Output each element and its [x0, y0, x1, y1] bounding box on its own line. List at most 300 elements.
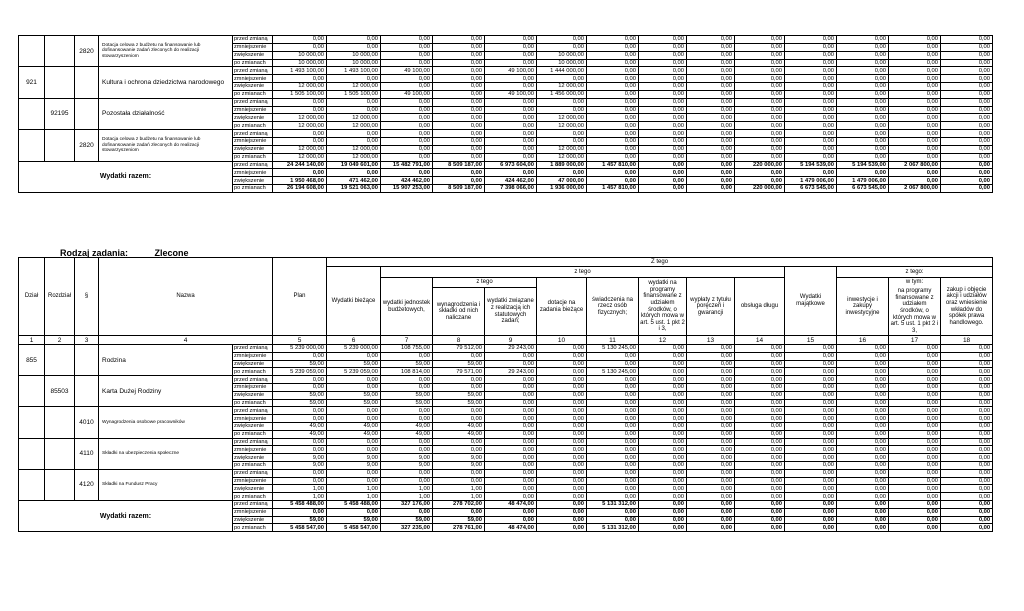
- value-cell: 0,00: [941, 360, 993, 368]
- value-cell: 0,00: [941, 469, 993, 477]
- col-wydatki-jednostek: wydatki jednostek budżetowych,: [381, 278, 433, 336]
- value-cell: 0,00: [889, 430, 941, 438]
- value-cell: 0,00: [889, 399, 941, 407]
- value-cell: 0,00: [587, 90, 639, 98]
- phase-label: przed zmianą: [233, 161, 273, 169]
- value-cell: 0,00: [735, 368, 785, 376]
- phase-label: po zmianach: [233, 524, 273, 532]
- value-cell: 0,00: [639, 461, 687, 469]
- value-cell: 0,00: [889, 43, 941, 51]
- value-cell: 59,00: [327, 391, 381, 399]
- value-cell: 0,00: [889, 383, 941, 391]
- value-cell: 0,00: [735, 485, 785, 493]
- value-cell: 0,00: [587, 422, 639, 430]
- value-cell: 0,00: [639, 59, 687, 67]
- total-value-cell: 0,00: [785, 508, 837, 516]
- rozdzial-cell: [45, 130, 75, 161]
- value-cell: 0,00: [381, 106, 433, 114]
- value-cell: 0,00: [381, 59, 433, 67]
- value-cell: 0,00: [735, 130, 785, 138]
- total-value-cell: 0,00: [433, 177, 485, 185]
- value-cell: 0,00: [273, 36, 327, 44]
- value-cell: 0,00: [381, 376, 433, 384]
- value-cell: 0,00: [381, 51, 433, 59]
- value-cell: 0,00: [735, 399, 785, 407]
- value-cell: 0,00: [639, 485, 687, 493]
- dzial-cell: [19, 36, 45, 67]
- value-cell: 0,00: [273, 352, 327, 360]
- total-value-cell: 278 702,00: [433, 500, 485, 508]
- value-cell: 0,00: [485, 422, 537, 430]
- value-cell: 0,00: [837, 360, 889, 368]
- value-cell: 0,00: [587, 137, 639, 145]
- value-cell: 0,00: [327, 407, 381, 415]
- value-cell: 12 000,00: [327, 145, 381, 153]
- value-cell: 0,00: [837, 98, 889, 106]
- phase-label: przed zmianą: [233, 345, 273, 353]
- phase-label: przed zmianą: [233, 36, 273, 44]
- value-cell: 0,00: [485, 407, 537, 415]
- column-number: 1: [19, 336, 45, 345]
- value-cell: 49,00: [433, 422, 485, 430]
- value-cell: 0,00: [273, 415, 327, 423]
- value-cell: 0,00: [687, 352, 735, 360]
- dzial-cell: [19, 438, 45, 469]
- value-cell: 0,00: [381, 145, 433, 153]
- value-cell: 0,00: [537, 446, 587, 454]
- value-cell: 0,00: [837, 67, 889, 75]
- total-value-cell: 48 474,00: [485, 500, 537, 508]
- value-cell: 0,00: [837, 90, 889, 98]
- value-cell: 0,00: [889, 75, 941, 83]
- value-cell: 1,00: [273, 485, 327, 493]
- value-cell: 0,00: [485, 43, 537, 51]
- value-cell: 0,00: [941, 90, 993, 98]
- total-value-cell: 0,00: [639, 185, 687, 193]
- value-cell: 0,00: [941, 454, 993, 462]
- column-number: 6: [327, 336, 381, 345]
- total-value-cell: 19 049 601,00: [327, 161, 381, 169]
- value-cell: 0,00: [273, 383, 327, 391]
- value-cell: 0,00: [687, 122, 735, 130]
- total-value-cell: 0,00: [941, 185, 993, 193]
- table-row: [19, 438, 993, 446]
- value-cell: 0,00: [485, 415, 537, 423]
- value-cell: 59,00: [381, 360, 433, 368]
- value-cell: 0,00: [941, 477, 993, 485]
- value-cell: 0,00: [785, 446, 837, 454]
- total-value-cell: 8 509 187,00: [433, 161, 485, 169]
- value-cell: 0,00: [687, 368, 735, 376]
- value-cell: 0,00: [889, 493, 941, 501]
- value-cell: 0,00: [485, 477, 537, 485]
- value-cell: 0,00: [485, 153, 537, 161]
- total-value-cell: 0,00: [785, 169, 837, 177]
- value-cell: 49,00: [327, 430, 381, 438]
- value-cell: 0,00: [735, 461, 785, 469]
- col-paragraph: §: [75, 258, 99, 336]
- paragraph-cell: 4120: [75, 469, 99, 500]
- value-cell: 0,00: [587, 51, 639, 59]
- value-cell: 49,00: [273, 422, 327, 430]
- value-cell: 59,00: [433, 399, 485, 407]
- total-value-cell: 0,00: [273, 169, 327, 177]
- value-cell: 49,00: [381, 430, 433, 438]
- value-cell: 0,00: [837, 51, 889, 59]
- value-cell: 0,00: [735, 137, 785, 145]
- value-cell: 0,00: [327, 376, 381, 384]
- value-cell: 0,00: [785, 485, 837, 493]
- value-cell: 12 000,00: [537, 122, 587, 130]
- value-cell: 0,00: [273, 477, 327, 485]
- total-value-cell: 6 673 545,00: [837, 185, 889, 193]
- col-z-tego-biezace: z tego: [381, 267, 785, 278]
- value-cell: 0,00: [941, 114, 993, 122]
- value-cell: 0,00: [273, 75, 327, 83]
- total-value-cell: 2 067 800,00: [889, 185, 941, 193]
- total-value-cell: 0,00: [941, 508, 993, 516]
- value-cell: 59,00: [381, 399, 433, 407]
- value-cell: 0,00: [587, 36, 639, 44]
- column-number: 9: [485, 336, 537, 345]
- phase-label: po zmianach: [233, 90, 273, 98]
- value-cell: 0,00: [687, 345, 735, 353]
- name-cell: Składki na ubezpieczenia społeczne: [99, 438, 233, 469]
- total-value-cell: 1 889 000,00: [537, 161, 587, 169]
- col-w-tym: w tym:: [889, 278, 941, 288]
- col-programy-majatkowe: na programy finansowane z udziałem środków, o których mowa w art. 5 ust. 1 pkt 2 i 3,: [889, 288, 941, 336]
- value-cell: 0,00: [485, 51, 537, 59]
- value-cell: 0,00: [687, 493, 735, 501]
- value-cell: 0,00: [381, 43, 433, 51]
- value-cell: 12 000,00: [273, 83, 327, 91]
- value-cell: 0,00: [433, 106, 485, 114]
- value-cell: 0,00: [327, 106, 381, 114]
- value-cell: 0,00: [785, 399, 837, 407]
- value-cell: 0,00: [485, 438, 537, 446]
- value-cell: 0,00: [941, 67, 993, 75]
- phase-label: po zmianach: [233, 122, 273, 130]
- total-value-cell: 424 462,00: [485, 177, 537, 185]
- phase-label: zmniejszenie: [233, 106, 273, 114]
- value-cell: 0,00: [381, 130, 433, 138]
- total-value-cell: 0,00: [327, 169, 381, 177]
- value-cell: 0,00: [837, 153, 889, 161]
- value-cell: 0,00: [537, 368, 587, 376]
- value-cell: 0,00: [889, 477, 941, 485]
- value-cell: 0,00: [889, 98, 941, 106]
- value-cell: 0,00: [735, 43, 785, 51]
- value-cell: 12 000,00: [273, 153, 327, 161]
- value-cell: 5 239 059,00: [327, 368, 381, 376]
- value-cell: 0,00: [485, 399, 537, 407]
- value-cell: 0,00: [785, 430, 837, 438]
- total-value-cell: 0,00: [785, 516, 837, 524]
- rozdzial-cell: [45, 407, 75, 438]
- total-value-cell: 1 479 006,00: [837, 177, 889, 185]
- value-cell: 0,00: [485, 493, 537, 501]
- total-value-cell: 1 936 000,00: [537, 185, 587, 193]
- phase-label: zwiększenie: [233, 391, 273, 399]
- value-cell: 0,00: [941, 137, 993, 145]
- total-value-cell: 6 973 604,00: [485, 161, 537, 169]
- value-cell: 9,00: [327, 461, 381, 469]
- value-cell: 0,00: [327, 75, 381, 83]
- value-cell: 0,00: [735, 383, 785, 391]
- value-cell: 108 814,00: [381, 368, 433, 376]
- total-value-cell: 5 194 539,00: [837, 161, 889, 169]
- table-row: [19, 407, 993, 415]
- value-cell: 12 000,00: [537, 145, 587, 153]
- table-row: [19, 67, 993, 75]
- column-number: 3: [75, 336, 99, 345]
- total-value-cell: 1 457 810,00: [587, 161, 639, 169]
- value-cell: 0,00: [735, 145, 785, 153]
- value-cell: 0,00: [537, 137, 587, 145]
- total-value-cell: 0,00: [941, 169, 993, 177]
- phase-label: po zmianach: [233, 493, 273, 501]
- value-cell: 0,00: [785, 345, 837, 353]
- col-rozdzial: Rozdział: [45, 258, 75, 336]
- value-cell: 0,00: [837, 438, 889, 446]
- value-cell: 0,00: [485, 352, 537, 360]
- phase-label: po zmianach: [233, 153, 273, 161]
- phase-label: po zmianach: [233, 430, 273, 438]
- total-value-cell: 0,00: [587, 508, 639, 516]
- value-cell: 0,00: [433, 446, 485, 454]
- value-cell: 59,00: [433, 360, 485, 368]
- total-value-cell: 48 474,00: [485, 524, 537, 532]
- value-cell: 29 243,00: [485, 345, 537, 353]
- value-cell: 0,00: [941, 485, 993, 493]
- value-cell: 0,00: [639, 114, 687, 122]
- value-cell: 0,00: [735, 438, 785, 446]
- value-cell: 0,00: [381, 137, 433, 145]
- value-cell: 0,00: [785, 352, 837, 360]
- value-cell: 49,00: [381, 422, 433, 430]
- value-cell: 0,00: [485, 36, 537, 44]
- total-value-cell: 0,00: [687, 177, 735, 185]
- value-cell: 0,00: [381, 469, 433, 477]
- phase-label: zmniejszenie: [233, 75, 273, 83]
- value-cell: 0,00: [785, 75, 837, 83]
- total-value-cell: 59,00: [273, 516, 327, 524]
- total-value-cell: 0,00: [941, 161, 993, 169]
- value-cell: 10 000,00: [537, 51, 587, 59]
- value-cell: 0,00: [381, 153, 433, 161]
- value-cell: 1,00: [433, 493, 485, 501]
- value-cell: 0,00: [687, 153, 735, 161]
- value-cell: 0,00: [639, 36, 687, 44]
- total-value-cell: 5 458 547,00: [327, 524, 381, 532]
- phase-label: zmniejszenie: [233, 169, 273, 177]
- value-cell: 0,00: [687, 407, 735, 415]
- paragraph-cell: [75, 376, 99, 407]
- value-cell: 0,00: [433, 114, 485, 122]
- value-cell: 0,00: [433, 90, 485, 98]
- value-cell: 0,00: [587, 493, 639, 501]
- value-cell: 0,00: [639, 430, 687, 438]
- total-value-cell: 471 462,00: [327, 177, 381, 185]
- value-cell: 0,00: [889, 345, 941, 353]
- phase-label: przed zmianą: [233, 407, 273, 415]
- phase-label: zwiększenie: [233, 485, 273, 493]
- total-value-cell: 0,00: [537, 169, 587, 177]
- value-cell: 0,00: [837, 422, 889, 430]
- value-cell: 0,00: [687, 446, 735, 454]
- total-value-cell: 0,00: [639, 508, 687, 516]
- value-cell: 0,00: [837, 59, 889, 67]
- value-cell: 0,00: [485, 430, 537, 438]
- value-cell: 0,00: [639, 477, 687, 485]
- value-cell: 0,00: [735, 415, 785, 423]
- value-cell: 0,00: [639, 51, 687, 59]
- value-cell: 12 000,00: [273, 145, 327, 153]
- value-cell: 0,00: [889, 36, 941, 44]
- value-cell: 0,00: [327, 383, 381, 391]
- value-cell: 0,00: [837, 145, 889, 153]
- value-cell: 12 000,00: [327, 122, 381, 130]
- value-cell: 0,00: [687, 438, 735, 446]
- value-cell: 0,00: [687, 454, 735, 462]
- value-cell: 0,00: [785, 43, 837, 51]
- value-cell: 0,00: [687, 145, 735, 153]
- value-cell: 0,00: [537, 391, 587, 399]
- total-value-cell: 0,00: [587, 516, 639, 524]
- value-cell: 0,00: [639, 415, 687, 423]
- value-cell: 0,00: [837, 106, 889, 114]
- value-cell: 0,00: [889, 407, 941, 415]
- value-cell: 0,00: [327, 130, 381, 138]
- value-cell: 0,00: [537, 98, 587, 106]
- value-cell: 0,00: [639, 454, 687, 462]
- value-cell: 0,00: [941, 153, 993, 161]
- value-cell: 12 000,00: [537, 114, 587, 122]
- name-cell: Pozostała działalność: [99, 98, 233, 129]
- total-value-cell: 1 479 006,00: [785, 177, 837, 185]
- value-cell: 0,00: [639, 67, 687, 75]
- total-value-cell: 0,00: [639, 169, 687, 177]
- value-cell: 79 512,00: [433, 345, 485, 353]
- value-cell: 49 100,00: [485, 90, 537, 98]
- total-label: Wydatki razem:: [19, 500, 233, 531]
- col-z-tego: Z tego: [327, 258, 993, 267]
- paragraph-cell: [75, 98, 99, 129]
- value-cell: 0,00: [687, 399, 735, 407]
- value-cell: 108 755,00: [381, 345, 433, 353]
- value-cell: 0,00: [327, 438, 381, 446]
- value-cell: 0,00: [273, 137, 327, 145]
- value-cell: 0,00: [537, 469, 587, 477]
- phase-label: po zmianach: [233, 461, 273, 469]
- value-cell: 0,00: [735, 59, 785, 67]
- value-cell: 1 493 100,00: [327, 67, 381, 75]
- value-cell: 0,00: [687, 485, 735, 493]
- value-cell: 49 100,00: [381, 67, 433, 75]
- value-cell: 0,00: [485, 383, 537, 391]
- total-value-cell: 0,00: [327, 508, 381, 516]
- phase-label: zwiększenie: [233, 51, 273, 59]
- value-cell: 0,00: [889, 415, 941, 423]
- value-cell: 0,00: [941, 399, 993, 407]
- table-header: [19, 258, 993, 345]
- value-cell: 0,00: [273, 130, 327, 138]
- value-cell: 0,00: [433, 145, 485, 153]
- value-cell: 0,00: [485, 75, 537, 83]
- phase-label: po zmianach: [233, 399, 273, 407]
- total-value-cell: 7 398 066,00: [485, 185, 537, 193]
- total-value-cell: 327 235,00: [381, 524, 433, 532]
- col-nazwa: Nazwa: [99, 258, 273, 336]
- col-z-tego-jednostek: z tego: [433, 278, 537, 288]
- value-cell: 59,00: [327, 399, 381, 407]
- value-cell: 0,00: [537, 345, 587, 353]
- col-swiadczenia: świadczenia na rzecz osób fizycznych;: [587, 278, 639, 336]
- value-cell: 0,00: [639, 368, 687, 376]
- value-cell: 0,00: [587, 461, 639, 469]
- value-cell: 0,00: [735, 36, 785, 44]
- value-cell: 12 000,00: [327, 153, 381, 161]
- value-cell: 0,00: [941, 391, 993, 399]
- dzial-cell: [19, 130, 45, 161]
- value-cell: 1,00: [273, 493, 327, 501]
- value-cell: 9,00: [433, 461, 485, 469]
- value-cell: 0,00: [785, 130, 837, 138]
- total-value-cell: 0,00: [273, 508, 327, 516]
- value-cell: 0,00: [639, 493, 687, 501]
- paragraph-cell: [75, 67, 99, 98]
- value-cell: 0,00: [537, 407, 587, 415]
- total-value-cell: 0,00: [837, 508, 889, 516]
- total-value-cell: 0,00: [639, 500, 687, 508]
- paragraph-cell: 4110: [75, 438, 99, 469]
- value-cell: 0,00: [889, 422, 941, 430]
- value-cell: 0,00: [837, 407, 889, 415]
- value-cell: 0,00: [433, 407, 485, 415]
- value-cell: 0,00: [537, 422, 587, 430]
- value-cell: 0,00: [837, 376, 889, 384]
- value-cell: 0,00: [889, 438, 941, 446]
- value-cell: 5 130 245,00: [587, 345, 639, 353]
- value-cell: 9,00: [381, 461, 433, 469]
- value-cell: 0,00: [837, 352, 889, 360]
- paragraph-cell: 2820: [75, 130, 99, 161]
- value-cell: 0,00: [687, 83, 735, 91]
- total-value-cell: 0,00: [785, 524, 837, 532]
- value-cell: 0,00: [735, 360, 785, 368]
- value-cell: 0,00: [785, 59, 837, 67]
- value-cell: 0,00: [639, 399, 687, 407]
- total-value-cell: 0,00: [837, 524, 889, 532]
- value-cell: 0,00: [587, 407, 639, 415]
- value-cell: 0,00: [837, 83, 889, 91]
- total-value-cell: 0,00: [889, 169, 941, 177]
- value-cell: 0,00: [837, 469, 889, 477]
- value-cell: 49,00: [327, 422, 381, 430]
- value-cell: 0,00: [735, 153, 785, 161]
- value-cell: 0,00: [485, 98, 537, 106]
- value-cell: 0,00: [785, 51, 837, 59]
- table-row: [19, 98, 993, 106]
- value-cell: 5 239 000,00: [327, 345, 381, 353]
- value-cell: 0,00: [785, 114, 837, 122]
- name-cell: Dotacja celowa z budżetu na finansowanie lub dofinansowanie zadań zleconych do realizacji stowarzyszeniom: [99, 130, 233, 161]
- total-value-cell: 0,00: [735, 516, 785, 524]
- value-cell: 0,00: [785, 391, 837, 399]
- value-cell: 0,00: [273, 98, 327, 106]
- value-cell: 0,00: [587, 391, 639, 399]
- table-row: [19, 469, 993, 477]
